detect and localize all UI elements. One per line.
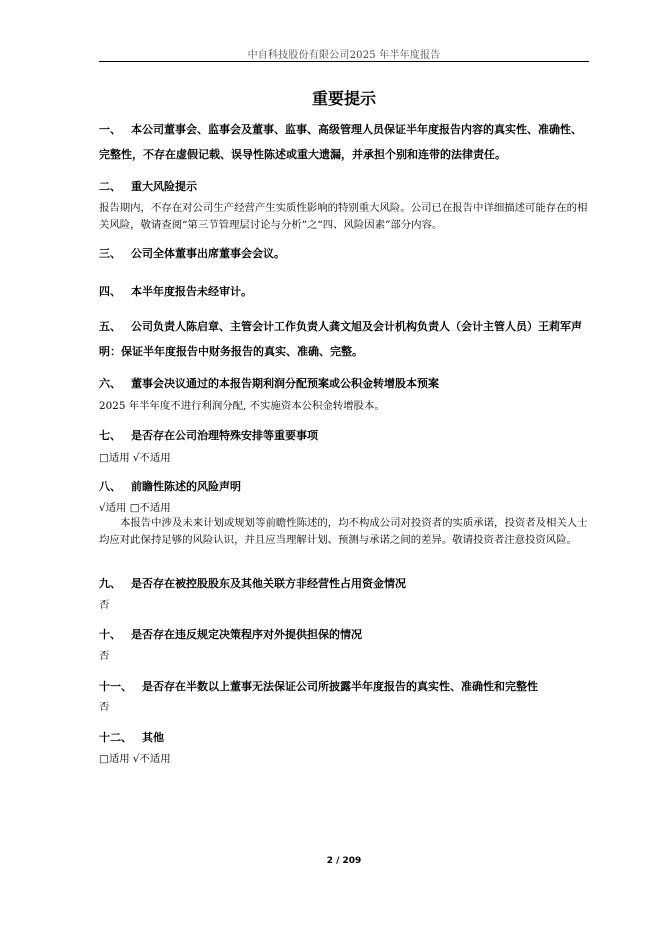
section-12-heading <box>99 725 589 750</box>
section-12-title: 其他 <box>142 731 164 744</box>
section-3-title: 公司全体董事出席董事会会议。 <box>131 247 285 260</box>
section-5-number: 五、 <box>99 320 121 333</box>
section-5-text: 公司负责人陈启章、主管会计工作负责人龚文旭及会计机构负责人（会计主管人员）王莉军声明：保证半年度报告中财务报告的真实、准确、完整。 <box>99 320 582 358</box>
section-8-title: 前瞻性陈述的风险声明 <box>131 480 241 493</box>
section-2-body: 报告期内，不存在对公司生产经营产生实质性影响的特别重大风险。公司已在报告中详细描述可能存在的相关风险，敬请查阅“第三节管理层讨论与分析”之“四、风险因素”部分内容。 <box>99 202 588 231</box>
section-1-number: 一、 <box>99 123 121 136</box>
section-8-number: 八、 <box>99 480 121 493</box>
section-11-number: 十一、 <box>99 680 132 693</box>
header-divider <box>99 61 589 62</box>
section-9-title: 是否存在被控股股东及其他关联方非经营性占用资金情况 <box>131 577 406 590</box>
section-6-title: 董事会决议通过的本报告期利润分配预案或公积金转增股本预案 <box>131 377 439 390</box>
section-2-heading <box>99 174 589 199</box>
section-10-number: 十、 <box>99 628 121 641</box>
section-7-title: 是否存在公司治理特殊安排等重要事项 <box>131 429 318 442</box>
section-4-heading <box>99 279 589 304</box>
section-6-heading <box>99 371 589 396</box>
section-3-heading <box>99 241 589 266</box>
section-1 <box>99 117 589 167</box>
section-4-number: 四、 <box>99 285 121 298</box>
page-title: 重要提示 <box>311 89 376 108</box>
page-header: 中自科技股份有限公司2025 年半年度报告 <box>247 50 441 61</box>
section-9-answer: 否 <box>99 599 110 611</box>
section-8-heading <box>99 474 589 499</box>
section-8-body: 本报告中涉及未来计划或规划等前瞻性陈述的，均不构成公司对投资者的实质承诺，投资者及相关人士均应对此保持足够的风险认识，并且应当理解计划、预测与承诺之间的差异。敬请投资者注意投资风险。 <box>99 517 588 546</box>
section-10-heading <box>99 622 589 647</box>
section-3-number: 三、 <box>99 247 121 260</box>
section-2-number: 二、 <box>99 180 121 193</box>
section-7-number: 七、 <box>99 429 121 442</box>
section-9-number: 九、 <box>99 577 121 590</box>
section-4-title: 本半年度报告未经审计。 <box>131 285 252 298</box>
section-9-heading <box>99 571 589 596</box>
section-2-title: 重大风险提示 <box>131 180 197 193</box>
section-6-body: 2025 年半年度不进行利润分配, 不实施资本公积金转增股本。 <box>99 400 385 412</box>
section-12-option: □适用 √不适用 <box>99 753 171 765</box>
section-8-option: √适用 □不适用 <box>99 502 171 514</box>
section-7-heading <box>99 423 589 448</box>
section-7-option: □适用 √不适用 <box>99 452 171 464</box>
section-11-title: 是否存在半数以上董事无法保证公司所披露半年度报告的真实性、准确性和完整性 <box>142 680 538 693</box>
page-number: 2 / 209 <box>326 856 362 866</box>
section-6-number: 六、 <box>99 377 121 390</box>
section-5 <box>99 314 589 364</box>
section-10-answer: 否 <box>99 650 110 662</box>
section-10-title: 是否存在违反规定决策程序对外提供担保的情况 <box>131 628 362 641</box>
section-11-answer: 否 <box>99 701 110 713</box>
section-12-number: 十二、 <box>99 731 132 744</box>
section-11-heading <box>99 674 589 699</box>
section-1-text: 本公司董事会、监事会及董事、监事、高级管理人员保证半年度报告内容的真实性、准确性、完整性，不存在虚假记载、误导性陈述或重大遗漏，并承担个别和连带的法律责任。 <box>99 123 582 161</box>
